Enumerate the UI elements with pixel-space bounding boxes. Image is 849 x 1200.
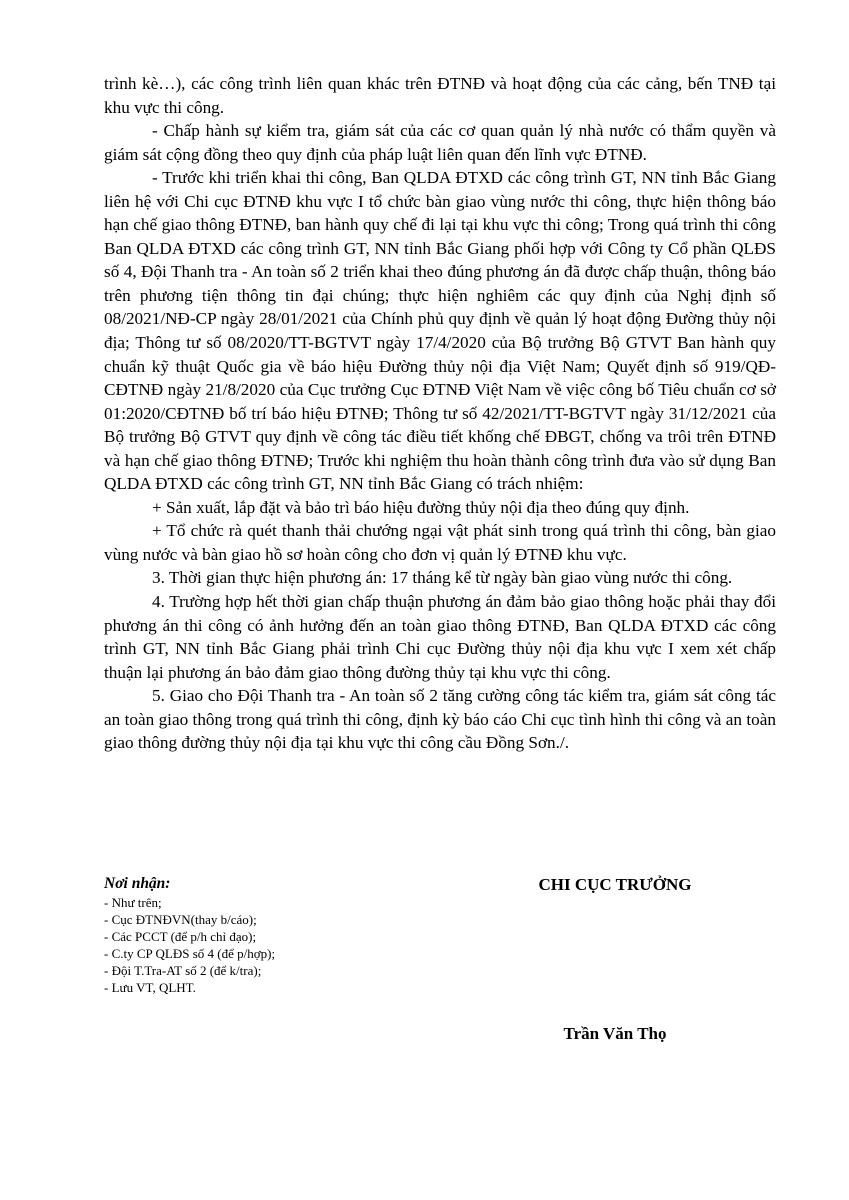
paragraph-item-4-renewal: 4. Trường hợp hết thời gian chấp thuận phương án đảm bảo giao thông hoặc phải thay đổi phương án thi công có ảnh hưởng đến an toàn giao thông ĐTNĐ, Ban QLDA ĐTXD các công trình GT, NN tỉnh Bắc Giang phải trình Chi cục Đường thủy nội địa khu vực I xem xét chấp thuận lại phương án bảo đảm giao thông đường thủy tại khu vực thi công.	[104, 592, 776, 682]
paragraph-item-5-assignment: 5. Giao cho Đội Thanh tra - An toàn số 2 tăng cường công tác kiểm tra, giám sát công tác an toàn giao thông trong quá trình thi công, định kỳ báo cáo Chi cục tình hình thi công và an toàn giao thông đường thủy nội địa tại khu vực thi công cầu Đồng Sơn./.	[104, 686, 776, 753]
signer-title: CHI CỤC TRƯỞNG	[538, 875, 692, 894]
recipient-item: - Như trên;	[104, 895, 162, 910]
paragraph-before-construction: - Trước khi triển khai thi công, Ban QLDA ĐTXD các công trình GT, NN tỉnh Bắc Giang liên hệ với Chi cục ĐTNĐ khu vực I tổ chức bàn giao vùng nước thi công, thực hiện thông báo hạn chế giao thông ĐTNĐ, ban hành quy chế đi lại tại khu vực thi công; Trong quá trình thi công Ban QLDA ĐTXD các công trình GT, NN tỉnh Bắc Giang phối hợp với Công ty Cổ phần QLĐS số 4, Đội Thanh tra - An toàn số 2 triển khai theo đúng phương án đã được chấp thuận, thông báo trên phương tiện thông tin đại chúng; thực hiện nghiêm các quy định của Nghị định số 08/2021/NĐ-CP ngày 28/01/2021 của Chính phủ quy định về quản lý hoạt động Đường thủy nội địa; Thông tư số 08/2020/TT-BGTVT ngày 17/4/2020 của Bộ trưởng Bộ GTVT Ban hành quy chuẩn kỹ thuật Quốc gia về báo hiệu Đường thủy nội địa Việt Nam; Quyết định số 919/QĐ-CĐTNĐ ngày 21/8/2020 của Cục trưởng Cục ĐTNĐ Việt Nam về việc công bố Tiêu chuẩn cơ sở 01:2020/CĐTNĐ bố trí báo hiệu ĐTNĐ; Thông tư số 42/2021/TT-BGTVT ngày 31/12/2021 của Bộ trưởng Bộ GTVT quy định về công tác điều tiết khống chế ĐBGT, chống va trôi trên ĐTNĐ và hạn chế giao thông ĐTNĐ; Trước khi nghiệm thu hoàn thành công trình đưa vào sử dụng Ban QLDA ĐTXD các công trình GT, NN tỉnh Bắc Giang có trách nhiệm:	[104, 168, 776, 494]
recipient-item: - Đội T.Tra-AT số 2 (để k/tra);	[104, 963, 262, 978]
paragraph-item-3-duration: 3. Thời gian thực hiện phương án: 17 tháng kể từ ngày bàn giao vùng nước thi công.	[152, 568, 733, 588]
paragraph-obstacle-clearance: + Tổ chức rà quét thanh thải chướng ngại vật phát sinh trong quá trình thi công, bàn giao vùng nước và bàn giao hồ sơ hoàn công cho đơn vị quản lý ĐTNĐ khu vực.	[104, 521, 776, 564]
recipients-block	[104, 874, 424, 996]
recipient-item: - Cục ĐTNĐVN(thay b/cáo);	[104, 912, 257, 927]
paragraph-continuation: trình kè…), các công trình liên quan khác trên ĐTNĐ và hoạt động của các cảng, bến TNĐ tại khu vực thi công.	[104, 74, 776, 117]
document-body	[104, 72, 776, 755]
recipients-heading: Nơi nhận:	[104, 875, 171, 892]
signer-name: Trần Văn Thọ	[563, 1024, 667, 1043]
paragraph-inspection-compliance: - Chấp hành sự kiểm tra, giám sát của các cơ quan quản lý nhà nước có thẩm quyền và giám sát cộng đồng theo quy định của pháp luật liên quan đến lĩnh vực ĐTNĐ.	[104, 121, 776, 164]
paragraph-signage-maintenance: + Sản xuất, lắp đặt và bảo trì báo hiệu đường thủy nội địa theo đúng quy định.	[152, 497, 690, 517]
recipient-item: - C.ty CP QLĐS số 4 (để p/hợp);	[104, 946, 276, 961]
recipient-item: - Lưu VT, QLHT.	[104, 980, 196, 995]
recipient-item: - Các PCCT (để p/h chỉ đạo);	[104, 929, 257, 944]
